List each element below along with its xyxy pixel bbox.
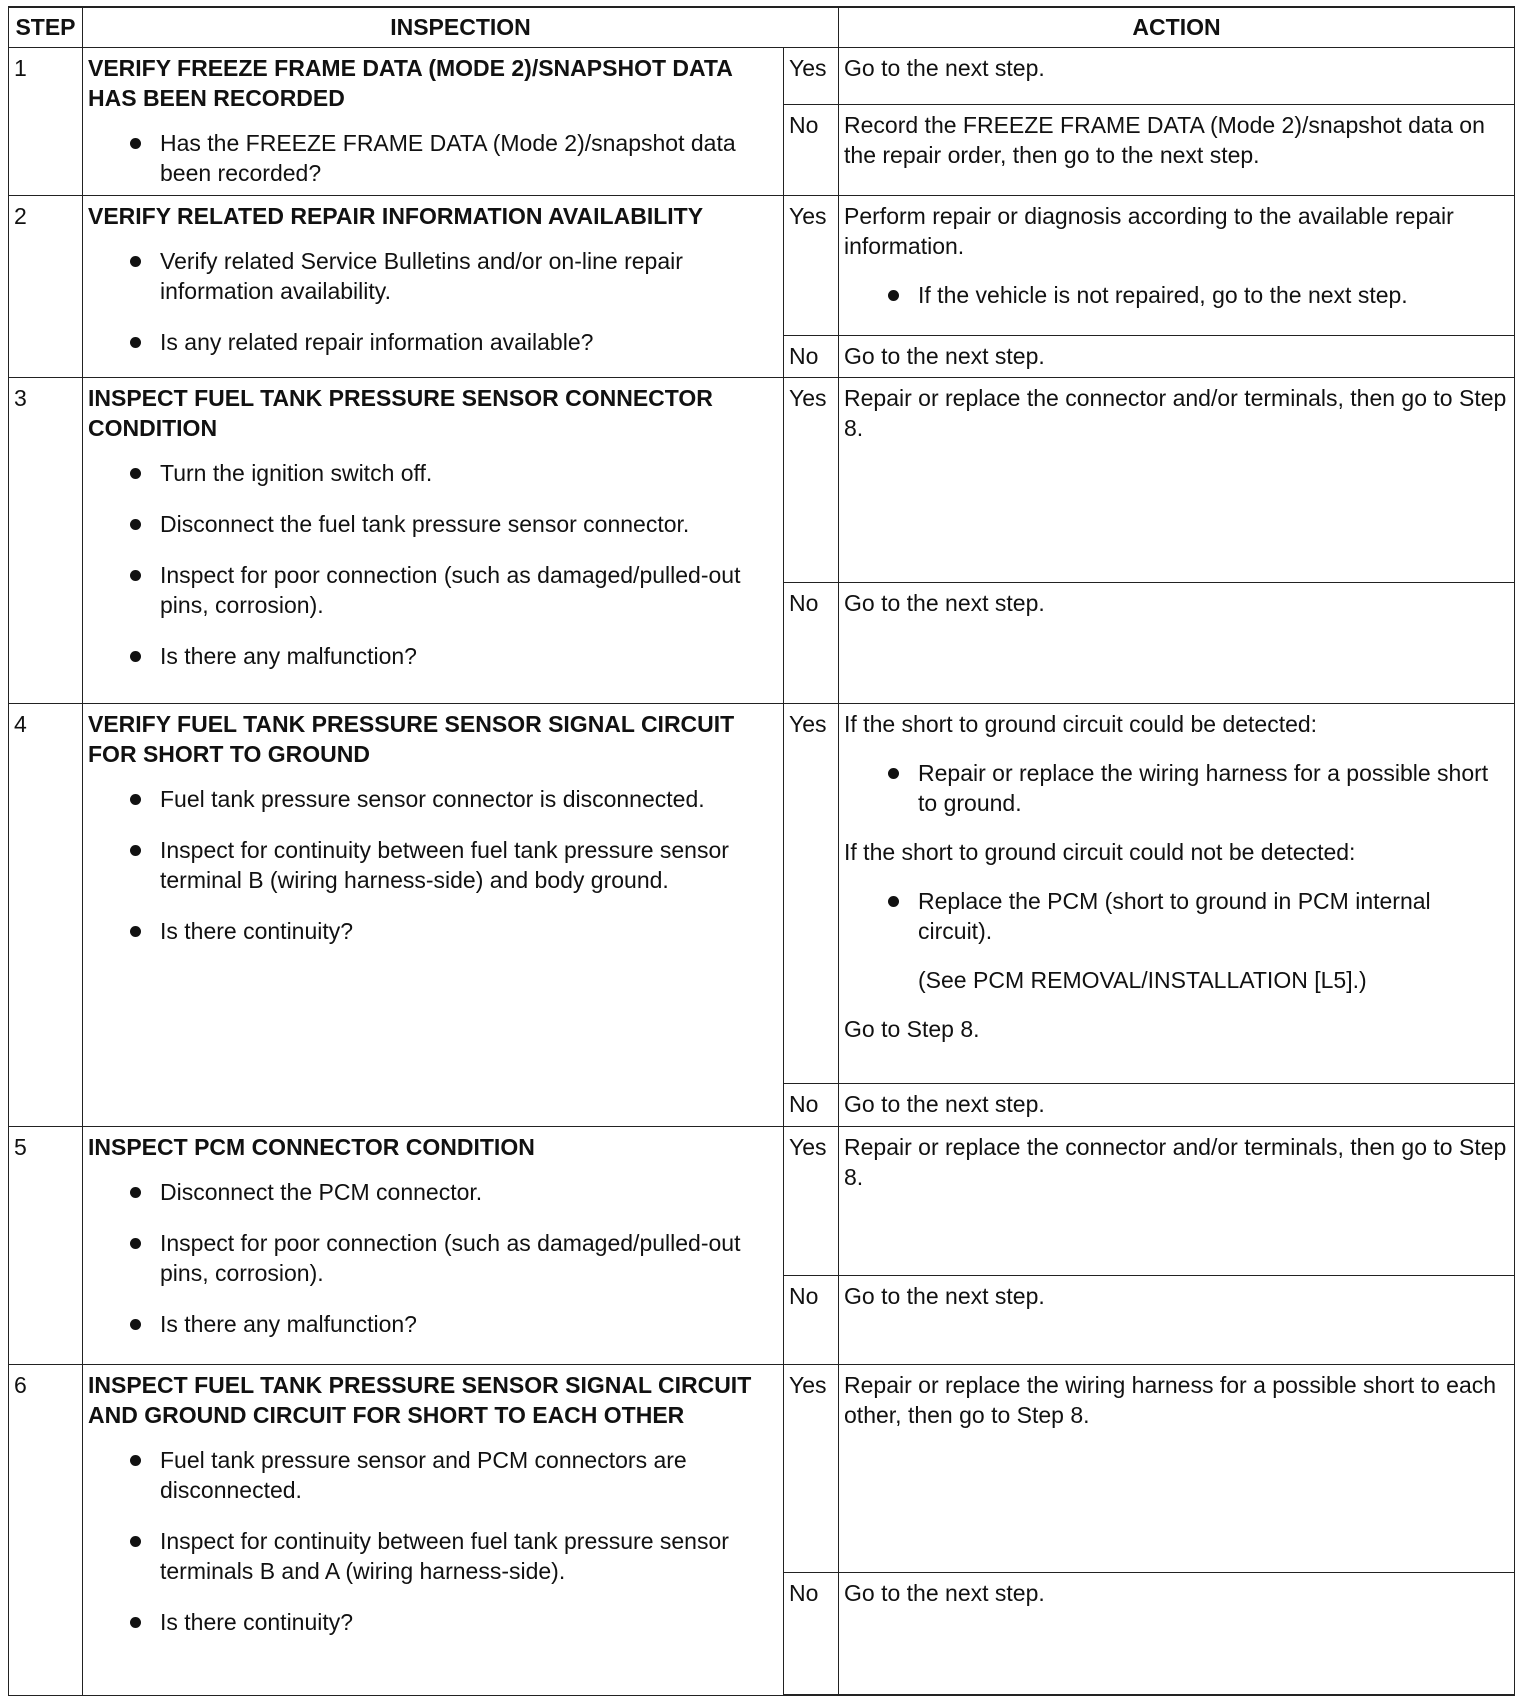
no-label: No <box>784 583 839 704</box>
action-item: If the vehicle is not repaired, go to the next step. <box>918 280 1509 310</box>
step-number: 2 <box>9 196 83 378</box>
no-action: Record the FREEZE FRAME DATA (Mode 2)/snapshot data on the repair order, then go to the next step. <box>839 104 1515 195</box>
inspection-item: Is there any malfunction? <box>160 641 778 671</box>
no-label: No <box>784 1276 839 1364</box>
yes-label: Yes <box>784 196 839 336</box>
inspection-list <box>88 784 778 946</box>
inspection-item: Inspect for poor connection (such as damaged/pulled-out pins, corrosion). <box>160 560 778 620</box>
step-3-yes-row <box>9 378 1515 583</box>
no-action: Go to the next step. <box>839 583 1515 704</box>
troubleshooting-sheet <box>8 6 1514 1696</box>
inspection-column-header: INSPECTION <box>83 7 839 47</box>
inspection-item: Has the FREEZE FRAME DATA (Mode 2)/snapshot data been recorded? <box>160 128 778 188</box>
inspection-list <box>88 1445 778 1637</box>
action-item: Replace the PCM (short to ground in PCM internal circuit). <box>918 886 1509 946</box>
yes-label: Yes <box>784 1126 839 1276</box>
no-label: No <box>784 1572 839 1695</box>
action-list <box>844 758 1509 818</box>
inspection-list <box>88 1177 778 1339</box>
step-6-inspection <box>83 1364 784 1695</box>
no-action: Go to the next step. <box>839 1083 1515 1126</box>
step-6-yes-row <box>9 1364 1515 1572</box>
step-title: INSPECT PCM CONNECTOR CONDITION <box>88 1133 535 1160</box>
inspection-item: Is there any malfunction? <box>160 1309 778 1339</box>
inspection-item: Fuel tank pressure sensor and PCM connectors are disconnected. <box>160 1445 778 1505</box>
step-title: INSPECT FUEL TANK PRESSURE SENSOR SIGNAL CIRCUIT AND GROUND CIRCUIT FOR SHORT TO EACH OTHER <box>88 1371 752 1428</box>
inspection-list <box>88 246 778 357</box>
inspection-item: Inspect for continuity between fuel tank pressure sensor terminals B and A (wiring harness-side). <box>160 1526 778 1586</box>
step-number: 5 <box>9 1126 83 1364</box>
step-title: VERIFY RELATED REPAIR INFORMATION AVAILABILITY <box>88 203 704 230</box>
inspection-item: Fuel tank pressure sensor connector is disconnected. <box>160 784 778 814</box>
step-column-header: STEP <box>9 7 83 47</box>
yes-action: Repair or replace the wiring harness for a possible short to each other, then go to Step 8. <box>839 1364 1515 1572</box>
inspection-list <box>88 128 778 188</box>
step-number: 1 <box>9 47 83 196</box>
step-1-yes-row <box>9 47 1515 104</box>
step-1-inspection <box>83 47 784 196</box>
action-column-header: ACTION <box>839 7 1515 47</box>
no-action: Go to the next step. <box>839 1276 1515 1364</box>
yes-action: Repair or replace the connector and/or terminals, then go to Step 8. <box>839 378 1515 583</box>
inspection-item: Disconnect the fuel tank pressure sensor connector. <box>160 509 778 539</box>
step-title: INSPECT FUEL TANK PRESSURE SENSOR CONNECTOR CONDITION <box>88 385 713 442</box>
action-list <box>844 280 1509 310</box>
header-row <box>9 7 1515 47</box>
action-list <box>844 886 1509 946</box>
no-label: No <box>784 1083 839 1126</box>
inspection-item: Is there continuity? <box>160 916 778 946</box>
no-label: No <box>784 104 839 195</box>
step-3-inspection <box>83 378 784 704</box>
yes-action: Go to the next step. <box>839 47 1515 104</box>
inspection-item: Is there continuity? <box>160 1607 778 1637</box>
inspection-item: Is any related repair information available? <box>160 327 778 357</box>
step-title: VERIFY FUEL TANK PRESSURE SENSOR SIGNAL CIRCUIT FOR SHORT TO GROUND <box>88 710 735 767</box>
step-2-inspection <box>83 196 784 378</box>
inspection-item: Inspect for continuity between fuel tank pressure sensor terminal B (wiring harness-side) and body ground. <box>160 835 778 895</box>
no-label: No <box>784 336 839 378</box>
yes-label: Yes <box>784 1364 839 1572</box>
yes-action: Repair or replace the connector and/or terminals, then go to Step 8. <box>839 1126 1515 1276</box>
inspection-item: Disconnect the PCM connector. <box>160 1177 778 1207</box>
step-2-yes-row <box>9 196 1515 336</box>
inspection-item: Inspect for poor connection (such as damaged/pulled-out pins, corrosion). <box>160 1228 778 1288</box>
yes-label: Yes <box>784 378 839 583</box>
yes-action: If the short to ground circuit could be detected: Repair or replace the wiring harness for a possible short to ground. If the short to ground circuit could not be detected: Replace the PCM (short to ground in PCM internal circuit). (See PCM REMOVAL/INSTALLATION [L5].) Go to Step 8. <box>839 703 1515 1083</box>
step-title: VERIFY FREEZE FRAME DATA (MODE 2)/SNAPSHOT DATA HAS BEEN RECORDED <box>88 54 733 111</box>
yes-label: Yes <box>784 47 839 104</box>
inspection-item: Turn the ignition switch off. <box>160 458 778 488</box>
action-item: Repair or replace the wiring harness for a possible short to ground. <box>918 758 1509 818</box>
step-5-yes-row <box>9 1126 1515 1276</box>
yes-label: Yes <box>784 703 839 1083</box>
step-5-inspection <box>83 1126 784 1364</box>
step-4-yes-row <box>9 703 1515 1083</box>
reference-note: (See PCM REMOVAL/INSTALLATION [L5].) <box>918 966 1367 993</box>
step-4-inspection <box>83 703 784 1126</box>
diagnostic-table <box>8 6 1515 1696</box>
inspection-list <box>88 458 778 671</box>
no-action: Go to the next step. <box>839 336 1515 378</box>
no-action: Go to the next step. <box>839 1572 1515 1695</box>
step-number: 6 <box>9 1364 83 1695</box>
step-number: 4 <box>9 703 83 1126</box>
yes-action: Perform repair or diagnosis according to the available repair information. If the vehicle is not repaired, go to the next step. <box>839 196 1515 336</box>
inspection-item: Verify related Service Bulletins and/or on-line repair information availability. <box>160 246 778 306</box>
step-number: 3 <box>9 378 83 704</box>
